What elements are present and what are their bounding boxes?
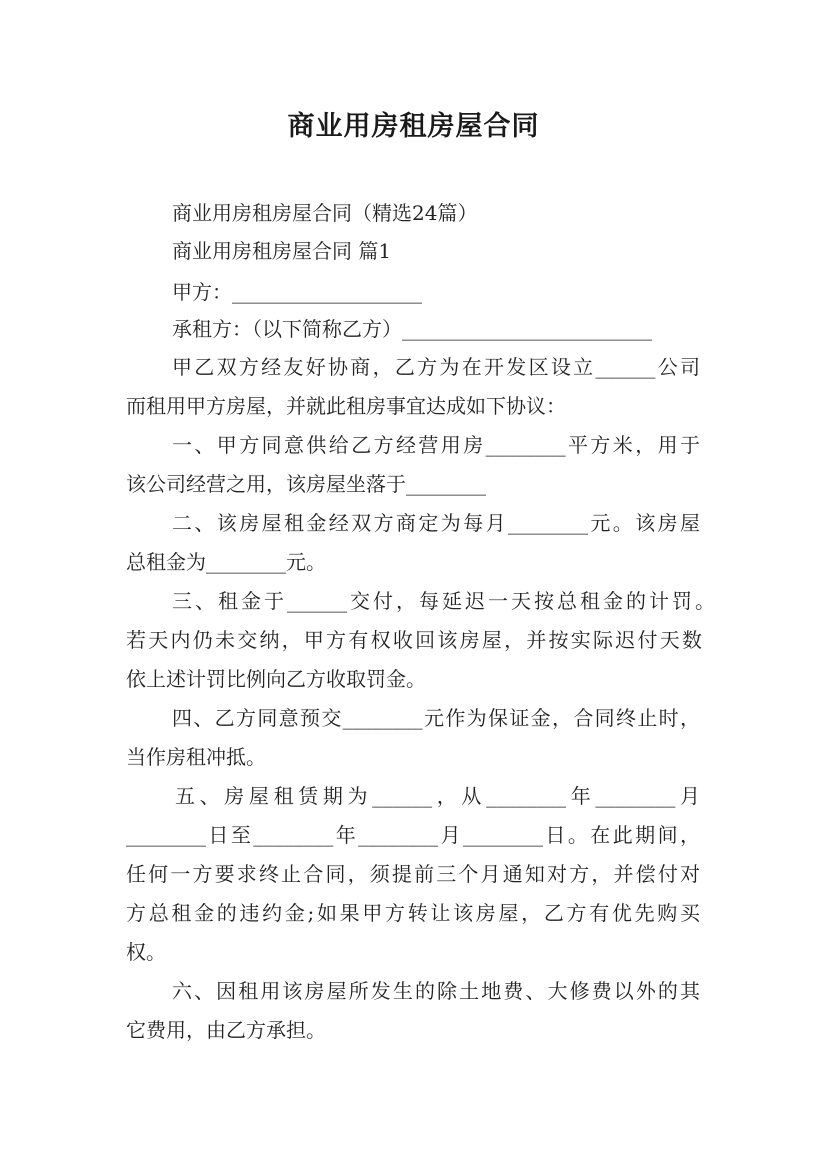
clause-5-line: 五、房屋租赁期为______，从________年________月 bbox=[175, 784, 700, 808]
clause-2-line: 总租金为________元。 bbox=[126, 550, 326, 574]
clause-6-line: 它费用，由乙方承担。 bbox=[126, 1018, 326, 1042]
clause-6-line: 六、因租用该房屋所发生的除土地费、大修费以外的其 bbox=[172, 979, 700, 1003]
clause-5-line: 方总租金的违约金;如果甲方转让该房屋，乙方有优先购买 bbox=[126, 901, 700, 925]
clause-4-line: 当作房租冲抵。 bbox=[126, 745, 266, 769]
clause-2-line: 二、该房屋租金经双方商定为每月________元。该房屋 bbox=[172, 511, 700, 535]
party-a-line: 甲方：___________________ bbox=[172, 280, 422, 304]
clause-4-line: 四、乙方同意预交________元作为保证金，合同终止时， bbox=[172, 706, 700, 730]
document-title: 商业用房租房屋合同 bbox=[287, 111, 540, 142]
clause-5-line: 权。 bbox=[126, 940, 166, 964]
clause-3-line: 三、租金于______交付，每延迟一天按总租金的计罚。 bbox=[172, 589, 715, 613]
section-heading: 商业用房租房屋合同 篇1 bbox=[172, 239, 392, 263]
clause-3-line: 依上述计罚比例向乙方收取罚金。 bbox=[126, 667, 426, 691]
clause-5-line: ________日至________年________月________日。在此期间， bbox=[126, 823, 700, 847]
party-b-line: 承租方：（以下简称乙方）_________________________ bbox=[172, 317, 652, 341]
clause-3-line: 若天内仍未交纳，甲方有权收回该房屋，并按实际迟付天数 bbox=[126, 628, 702, 652]
clause-1-line: 一、甲方同意供给乙方经营用房________平方米，用于 bbox=[172, 433, 700, 457]
paragraph-line: 而租用甲方房屋，并就此租房事宜达成如下协议： bbox=[126, 394, 566, 418]
paragraph-line: 甲乙双方经友好协商，乙方为在开发区设立______公司 bbox=[172, 355, 700, 379]
clause-5-line: 任何一方要求终止合同，须提前三个月通知对方，并偿付对 bbox=[126, 862, 700, 886]
subtitle-line: 商业用房租房屋合同（精选24篇） bbox=[172, 201, 478, 225]
clause-1-line: 该公司经营之用，该房屋坐落于________ bbox=[126, 472, 486, 496]
